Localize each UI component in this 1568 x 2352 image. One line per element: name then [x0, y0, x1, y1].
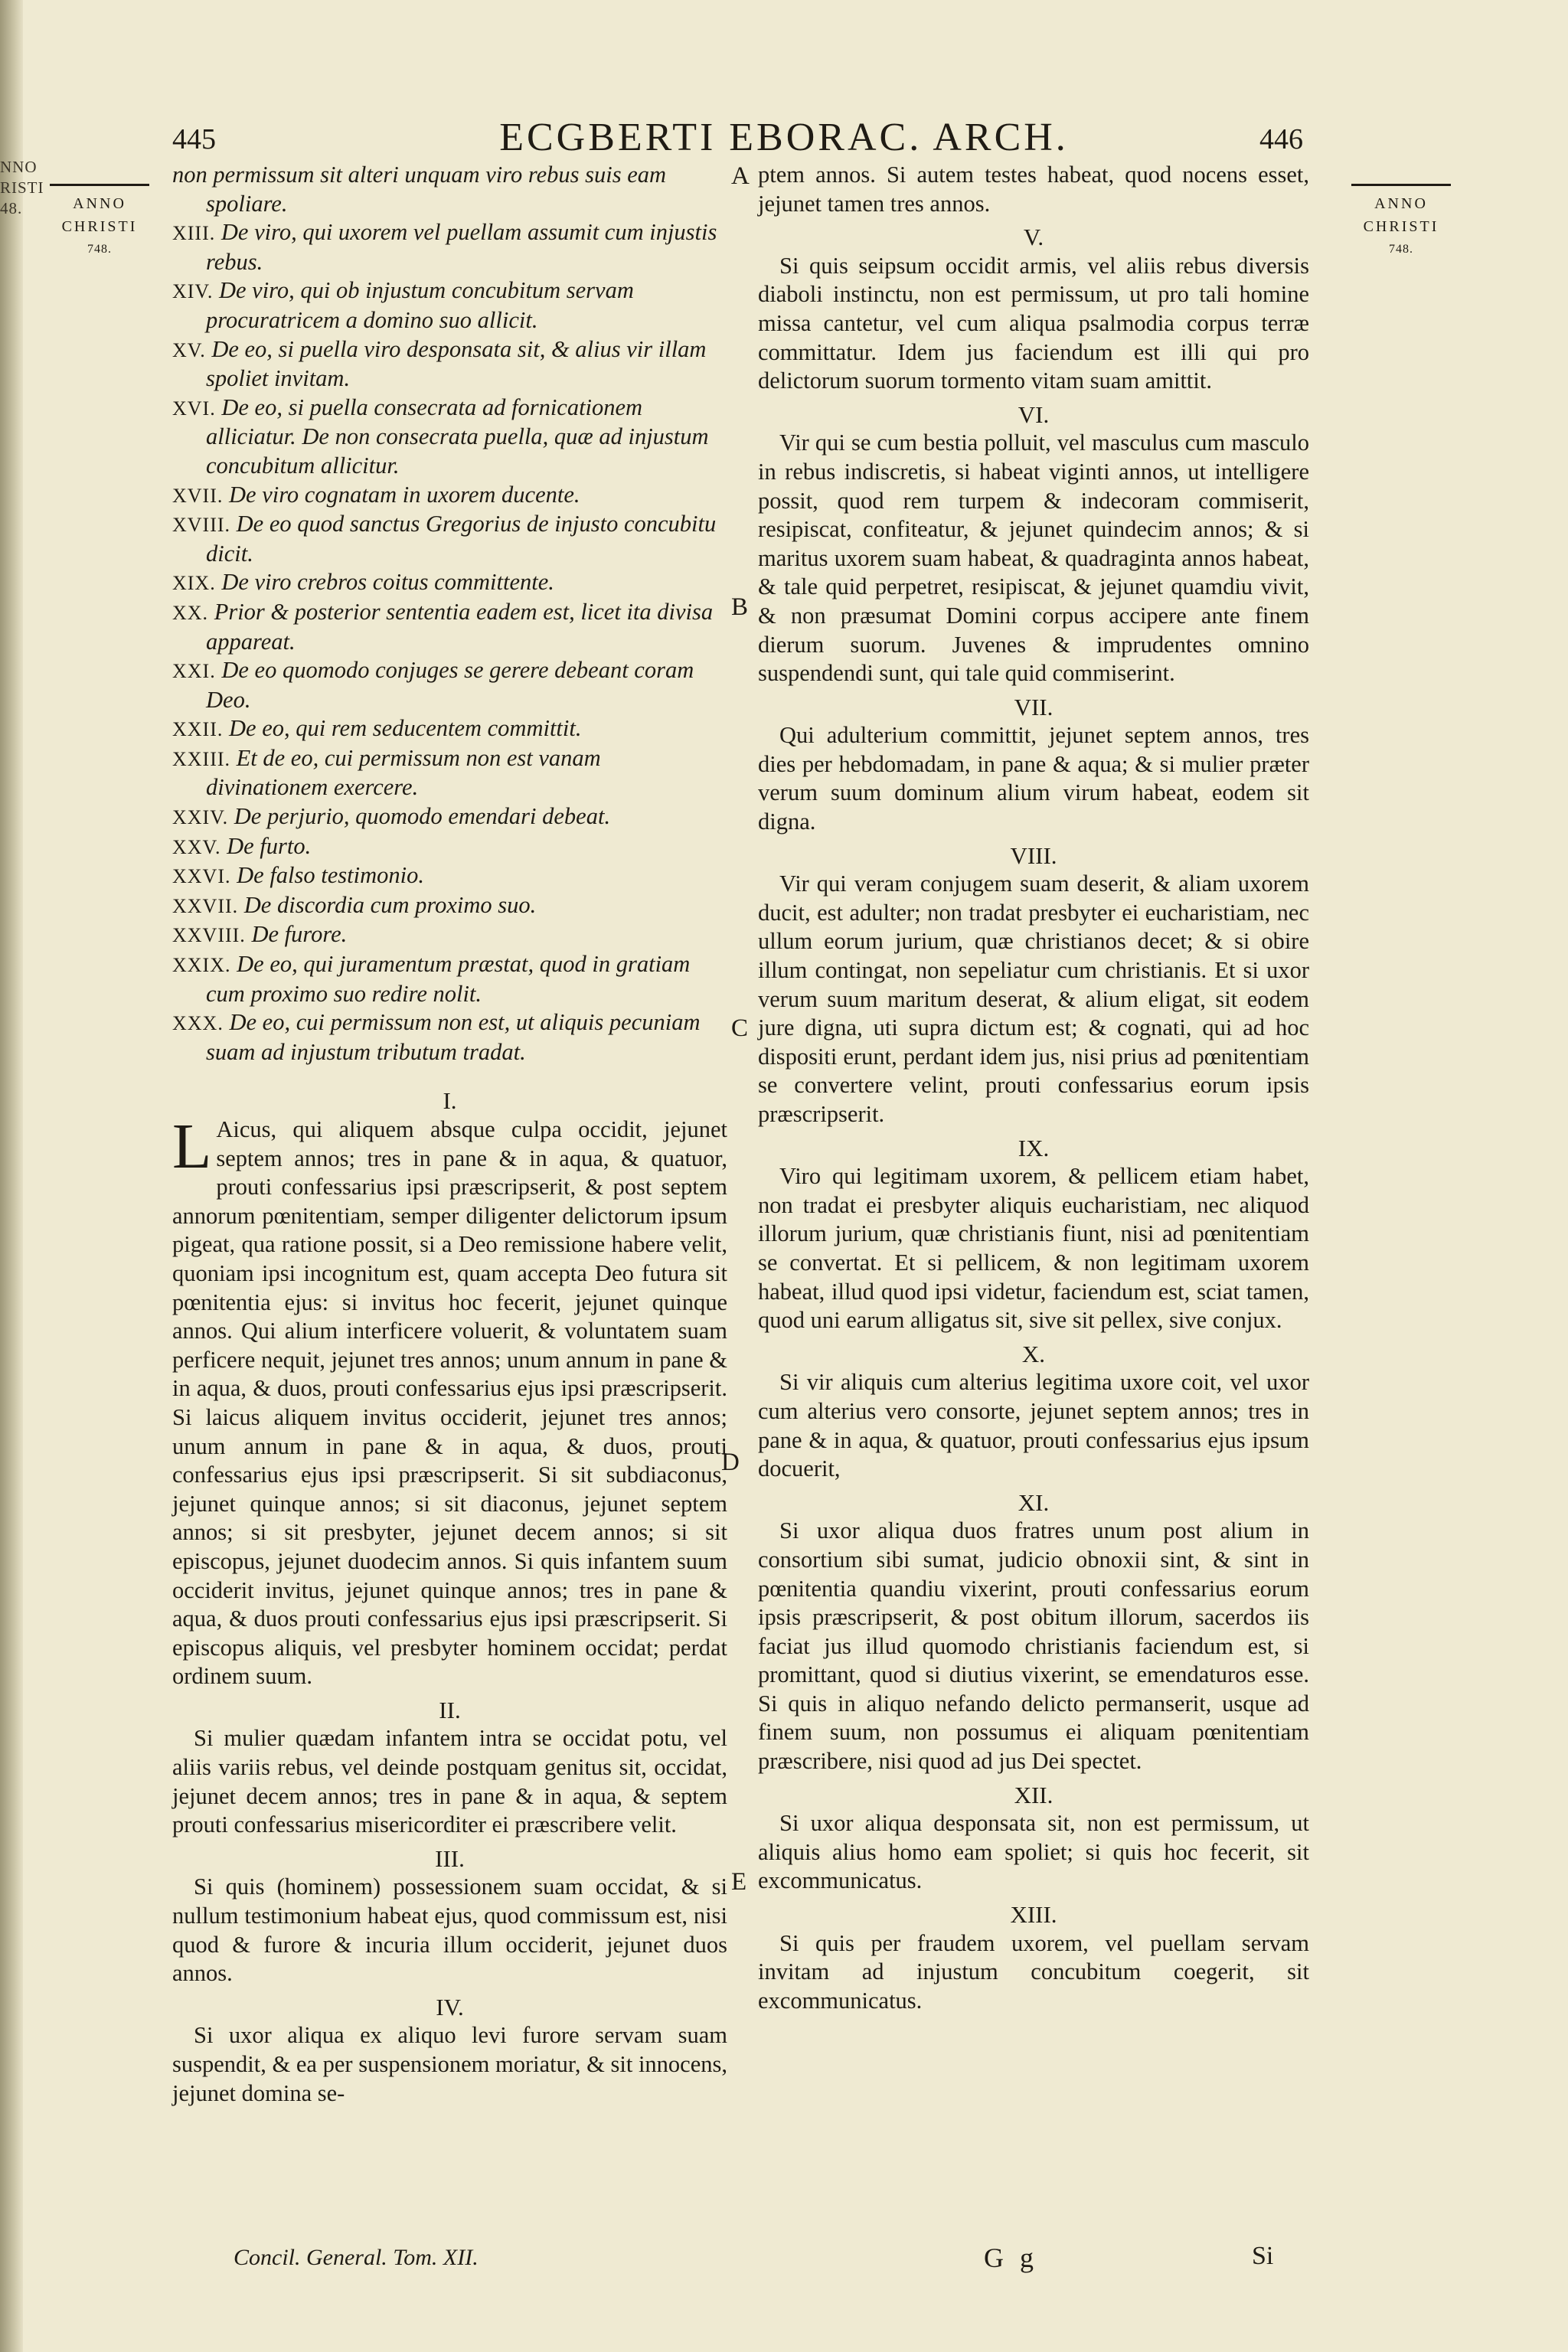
section-marker-a: A — [731, 162, 750, 190]
toc-item — [172, 510, 727, 568]
drop-cap: L — [172, 1111, 212, 1182]
section-text: Vir qui se cum bestia polluit, vel masculus cum masculo in rebus indiscretis, si habeat viginti annos, ut intelligere possit, quod rem turpem & indecoram commiserit, resipiscat, confiteatur, & jejunet quindecim annos; & si maritus uxorem suam habeat, & quadraginta annos habeat, & tale quid perpetret, resipiscat, & jejunet quamdiu vivit, & non præsumat Domini corpus accipere ante finem dierum suorum. Juvenes & imprudentes omnino suspendendi sunt, qui tale quid commiserint. — [758, 430, 1309, 687]
toc-item — [172, 714, 727, 744]
toc-item — [172, 744, 727, 802]
section-text: Qui adulterium committit, jejunet septem annos, tres dies per hebdomadam, in pane & aqua; & si mulier præter verum suum dominum alium virum habeat, eodem sit digna. — [758, 722, 1309, 835]
page-number-left: 445 — [172, 123, 216, 155]
section-text: Viro qui legitimam uxorem, & pellicem etiam habet, non tradat ei presbyter aliquis eucharistiam, nec aliquod illorum jurium, quæ christianis fiunt, nisi ad pœnitentiam se convertat. Et si pellicem, & non legitimam uxorem habeat, illud quod ipsi videtur, faciendum est, sciat tamen, quod uni earum alligatus sit, sive sit pellex, sive conjux. — [758, 1163, 1309, 1334]
toc-number: XXVI. — [172, 865, 231, 888]
toc-text: De furore. — [251, 921, 348, 948]
toc-item — [172, 598, 727, 656]
margin-anno: ANNO — [73, 195, 126, 212]
toc-number: XVI. — [172, 397, 216, 420]
toc-number: XVII. — [172, 484, 224, 507]
section-heading: XI. — [1018, 1488, 1050, 1516]
toc-item — [172, 481, 727, 511]
toc-list — [172, 218, 727, 1067]
section-heading: IV. — [436, 1993, 464, 2020]
section-text: Si uxor aliqua duos fratres unum post alium in consortium sibi sumat, judicio obnoxii sint, & sint in pœnitentia quandiu vixerint, prouti confessarius eorum ipsis præscripserit, & post obitum illorum, sacerdos iis faciat jus illud quomodo christianis faciendum est, si promittant, quod si diutius vixerint, se emendaturos esse. Si quis in aliquo nefando delicto permanserit, usque ad finem suum, non possumus ei aliquam pœnitentiam præscribere, nisi quod ad jus Dei spectet. — [758, 1517, 1309, 1775]
margin-rule — [1351, 184, 1451, 186]
toc-item — [172, 920, 727, 950]
section-marker-c: C — [731, 1014, 749, 1042]
toc-item — [172, 802, 727, 832]
section-text: Aicus, qui aliquem absque culpa occidit, jejunet septem annos; tres in pane & in aqua, & quatuor, prouti confessarius ipsi præscripserit, & post septem annorum pœnitentiam, semper diligenter delictorum ipsum pigeat, qua ratione possit, si a Deo remissione habere velit, quoniam ipsi incognitum est, quam accepta Deo futura sit pœnitentia ejus: si invitus hoc fecerit, jejunet quinque annos. Qui alium interficere voluerit, & voluntatem suam perficere nequit, jejunet tres annos; unum annum in pane & in aqua, & duos, prouti confessarius ejus ipsi præscripserit. Si laicus aliquem invitus occiderit, jejunet tres annos; unum annum in pane & in aqua, & duos, prouti confessarius ejus ipsi præscripserit. Si sit subdiaconus, jejunet quinque annos; si sit diaconus, jejunet septem annos; si sit presbyter, jejunet decem annos; si sit episcopus, jejunet duodecim annos. Si quis infantem suum occiderit invitus, jejunet quinque annos; tres in pane & aqua, & duos prouti confessarius ejus ipsi præscripserit. Si episcopus aliquis, vel presbyter hominem occidat; perdat ordinem suum. — [172, 1116, 728, 1690]
toc-number: XXIX. — [172, 954, 231, 977]
toc-number: XXVIII. — [172, 924, 246, 947]
toc-number: XIV. — [172, 280, 214, 303]
toc-number: XV. — [172, 338, 206, 361]
section-heading: X. — [1021, 1340, 1046, 1367]
toc-item — [172, 1008, 727, 1067]
section — [758, 1134, 1309, 1335]
section — [758, 1340, 1309, 1484]
toc-number: XXIII. — [172, 747, 231, 770]
toc-number: XIX. — [172, 572, 216, 595]
toc-text: De furto. — [227, 832, 312, 859]
toc-text: De eo, si puella viro desponsata sit, & alius vir illam spoliet invitam. — [206, 335, 707, 392]
section-text: Si mulier quædam infantem intra se occidat potu, vel aliis variis rebus, vel deinde postquam genitus sit, occidat, jejunet decem annos; tres in pane & in aqua, & septem prouti confessarius misericorditer ei præscribere velit. — [172, 1725, 727, 1838]
section-heading: I. — [443, 1087, 457, 1115]
toc-text: De eo, cui permissum non est, ut aliquis pecuniam suam ad injustum tributum tradat. — [206, 1009, 701, 1065]
toc-text: De eo, si puella consecrata ad fornicationem alliciatur. De non consecrata puella, quæ ad injustum concubitum allicitur. — [206, 394, 709, 479]
section-text: Si vir aliquis cum alterius legitima uxore coit, vel uxor cum alterius vero consorte, jejunet septem annos; tres in pane & in aqua, & quatuor, prouti confessarius ejus ipsum docuerit, — [758, 1369, 1309, 1482]
toc-text: Prior & posterior sententia eadem est, licet ita divisa appareat. — [206, 598, 714, 655]
toc-number: XXV. — [172, 835, 221, 858]
toc-item — [172, 861, 727, 891]
section-heading: IX. — [1018, 1134, 1050, 1161]
page-number-right: 446 — [1259, 123, 1303, 155]
margin-note-right — [1344, 184, 1459, 261]
toc-number: XXII. — [172, 718, 224, 741]
toc-number: XXVII. — [172, 894, 239, 917]
section-heading: XIII. — [1010, 1901, 1057, 1929]
section-text: Si quis seipsum occidit armis, vel aliis rebus diversis diaboli instinctu, non est permissum, ut pro tali homine missa cantetur, vel cum aliqua psalmodia corpus terræ committatur. Idem jus faciendum est illi qui pro delictorum suorum tormento vitam suam amittit. — [758, 252, 1309, 394]
margin-year: 748. — [87, 243, 112, 256]
section — [758, 1900, 1309, 2015]
toc-number: XXI. — [172, 660, 216, 683]
toc-item — [172, 832, 727, 862]
margin-note-left — [42, 184, 157, 261]
section-marker-e: E — [731, 1868, 747, 1896]
section-text: Si uxor aliqua desponsata sit, non est permissum, ut aliquis alius homo eam spoliet; si quis hoc fecerit, sit excommunicatus. — [758, 1810, 1309, 1894]
section-marker-b: B — [731, 593, 749, 621]
section-text: Si quis per fraudem uxorem, vel puellam servam invitam ad injustum concubitum coegerit, sit excommunicatus. — [758, 1929, 1309, 2014]
section-heading: VII. — [1014, 693, 1054, 720]
toc-text: De viro cognatam in uxorem ducente. — [229, 481, 580, 508]
toc-number: XX. — [172, 601, 209, 624]
section — [172, 1696, 727, 1840]
toc-text: De eo, qui juramentum præstat, quod in gratiam cum proximo suo redire nolit. — [206, 951, 691, 1007]
section — [758, 1488, 1309, 1776]
toc-item — [172, 394, 727, 481]
catchword: Si — [1252, 2242, 1274, 2270]
section — [172, 1844, 727, 1988]
margin-christi: CHRISTI — [61, 218, 138, 235]
toc-number: XXX. — [172, 1012, 224, 1035]
toc-number: XVIII. — [172, 514, 231, 537]
toc-text: De viro, qui ob injustum concubitum servam procuratricem a domino suo allicit. — [206, 277, 634, 333]
toc-continuation: non permissum sit alteri unquam viro rebus suis eam spoliare. — [172, 162, 667, 217]
toc-text: Et de eo, cui permissum non est vanam divinationem exercere. — [206, 744, 601, 801]
toc-number: XXIV. — [172, 806, 229, 829]
running-head: ECGBERTI EBORAC. ARCH. — [499, 116, 1069, 159]
spacer — [172, 1067, 727, 1082]
toc-item — [172, 218, 727, 276]
section — [758, 1781, 1309, 1896]
toc-item — [172, 568, 727, 598]
section — [172, 1993, 727, 2108]
section — [758, 400, 1309, 688]
binding-gutter — [0, 0, 44, 2352]
toc-text: De eo quod sanctus Gregorius de injusto concubitu dicit. — [206, 511, 717, 567]
section — [758, 841, 1309, 1129]
toc-text: De viro, qui uxorem vel puellam assumit cum injustis rebus. — [206, 219, 717, 275]
section — [758, 693, 1309, 837]
section-heading: V. — [1023, 224, 1044, 251]
left-column — [172, 161, 727, 2108]
section-heading: III. — [435, 1844, 465, 1872]
gutter-fragment: NNO RISTI 48. — [0, 158, 44, 217]
section-text: Si quis (hominem) possessionem suam occidat, & si nullum testimonium habeat ejus, quod commissum est, nisi quod & furore & incuria illum occiderit, jejunet duos annos. — [172, 1873, 727, 1987]
section-heading: II. — [439, 1696, 461, 1723]
section-heading: VIII. — [1010, 841, 1057, 869]
toc-text: De falso testimonio. — [237, 862, 424, 889]
toc-text: De eo, qui rem seducentem committit. — [229, 715, 582, 742]
section-heading: VI. — [1018, 400, 1050, 428]
margin-year: 748. — [1389, 243, 1413, 256]
toc-text: De viro crebros coitus committente. — [221, 569, 554, 596]
toc-item — [172, 891, 727, 921]
section-text: Si uxor aliqua ex aliquo levi furore servam suam suspendit, & ea per suspensionem moriatur, & sit innocens, jejunet domina se- — [172, 2022, 727, 2106]
margin-anno: ANNO — [1374, 195, 1428, 212]
right-column — [758, 161, 1309, 2015]
section-body — [172, 1111, 728, 1691]
toc-text: De perjurio, quomodo emendari debeat. — [234, 803, 611, 830]
imprint-footer: Concil. General. Tom. XII. — [234, 2245, 479, 2270]
toc-item — [172, 950, 727, 1008]
toc-item — [172, 656, 727, 714]
section-text: Vir qui veram conjugem suam deserit, & aliam uxorem ducit, est adulter; non tradat presbyter ei eucharistiam, nec ullum eorum jurium, quæ christianos decet; & si obire illum contingat, non sepeliatur cum christianis. Et si uxor verum suum maritum deserat, & alium eligat, sit eodem jure digna, uti supra dictum est; & cognati, qui ad hoc dispositi erunt, perdant idem jus, nisi prius ad pœnitentiam se convertere velint, prouti confessarius eorum ipsis præscripserit. — [758, 871, 1309, 1127]
toc-item — [172, 276, 727, 335]
toc-item — [172, 335, 727, 394]
toc-text: De eo quomodo conjuges se gerere debeant coram Deo. — [206, 657, 694, 713]
section-marker-d: D — [721, 1449, 740, 1476]
margin-rule — [50, 184, 149, 186]
section-heading: XII. — [1014, 1781, 1054, 1808]
toc-number: XIII. — [172, 222, 216, 245]
section — [758, 223, 1309, 396]
toc-text: De discordia cum proximo suo. — [243, 891, 537, 918]
signature-mark: G g — [984, 2243, 1038, 2273]
continuation-text: ptem annos. Si autem testes habeat, quod nocens esset, jejunet tamen tres annos. — [758, 162, 1309, 217]
margin-christi: CHRISTI — [1363, 218, 1439, 235]
section — [172, 1086, 727, 1690]
